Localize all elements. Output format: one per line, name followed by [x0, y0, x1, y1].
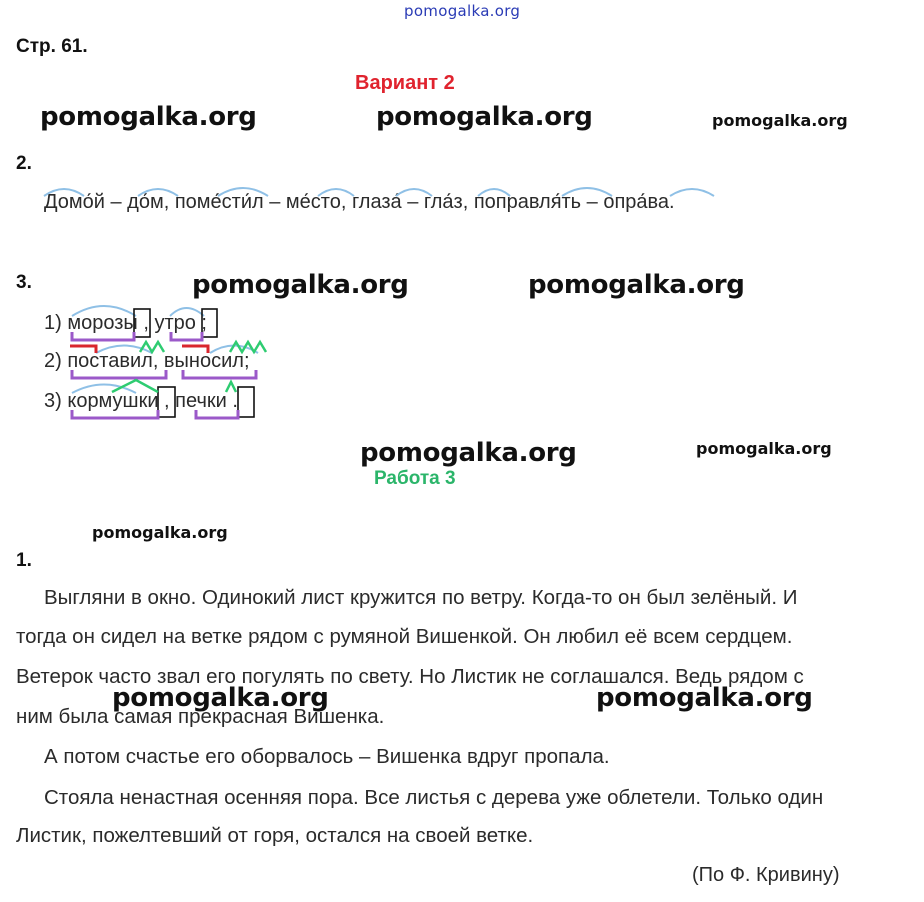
task3-line-3: 3) кормушки , печки . [44, 390, 238, 412]
paragraph-line: ним была самая прекрасная Вишенка. [16, 705, 385, 728]
watermark: pomogalka.org [596, 683, 813, 713]
watermark: pomogalka.org [112, 683, 329, 713]
paragraph-line: Ветерок часто звал его погулять по свету. Но Листик не соглашался. Ведь рядом с [16, 665, 804, 688]
work-title: Работа 3 [374, 468, 456, 489]
variant-title: Вариант 2 [355, 72, 455, 94]
watermark: pomogalka.org [696, 439, 832, 458]
task2-line: Домо́й – до́м, поме́сти́л – ме́сто, глаза́ – гла́з, поправля́ть – опра́ва. [44, 191, 675, 213]
paragraph-line: А потом счастье его оборвалось – Вишенка вдруг пропала. [44, 745, 610, 768]
task-number: 2. [16, 153, 32, 174]
author-attribution: (По Ф. Кривину) [692, 864, 840, 886]
watermark: pomogalka.org [40, 102, 257, 132]
paragraph-line: Выгляни в окно. Одинокий лист кружится по ветру. Когда-то он был зелёный. И [44, 586, 798, 609]
page-reference: Стр. 61. [16, 36, 88, 57]
task-number: 1. [16, 550, 32, 571]
watermark: pomogalka.org [92, 523, 228, 542]
paragraph-line: Листик, пожелтевший от горя, остался на своей ветке. [16, 824, 534, 847]
task3-line-2: 2) поставил, выносил; [44, 350, 250, 372]
top-watermark: pomogalka.org [404, 2, 521, 20]
watermark: pomogalka.org [712, 111, 848, 130]
watermark: pomogalka.org [192, 270, 409, 300]
paragraph-line: тогда он сидел на ветке рядом с румяной Вишенкой. Он любил её всем сердцем. [16, 625, 793, 648]
watermark: pomogalka.org [528, 270, 745, 300]
watermark: pomogalka.org [376, 102, 593, 132]
watermark: pomogalka.org [360, 438, 577, 468]
task-number: 3. [16, 272, 32, 293]
paragraph-line: Стояла ненастная осенняя пора. Все листья с дерева уже облетели. Только один [44, 786, 824, 809]
task3-line-1: 1) морозы , утро ; [44, 312, 207, 334]
